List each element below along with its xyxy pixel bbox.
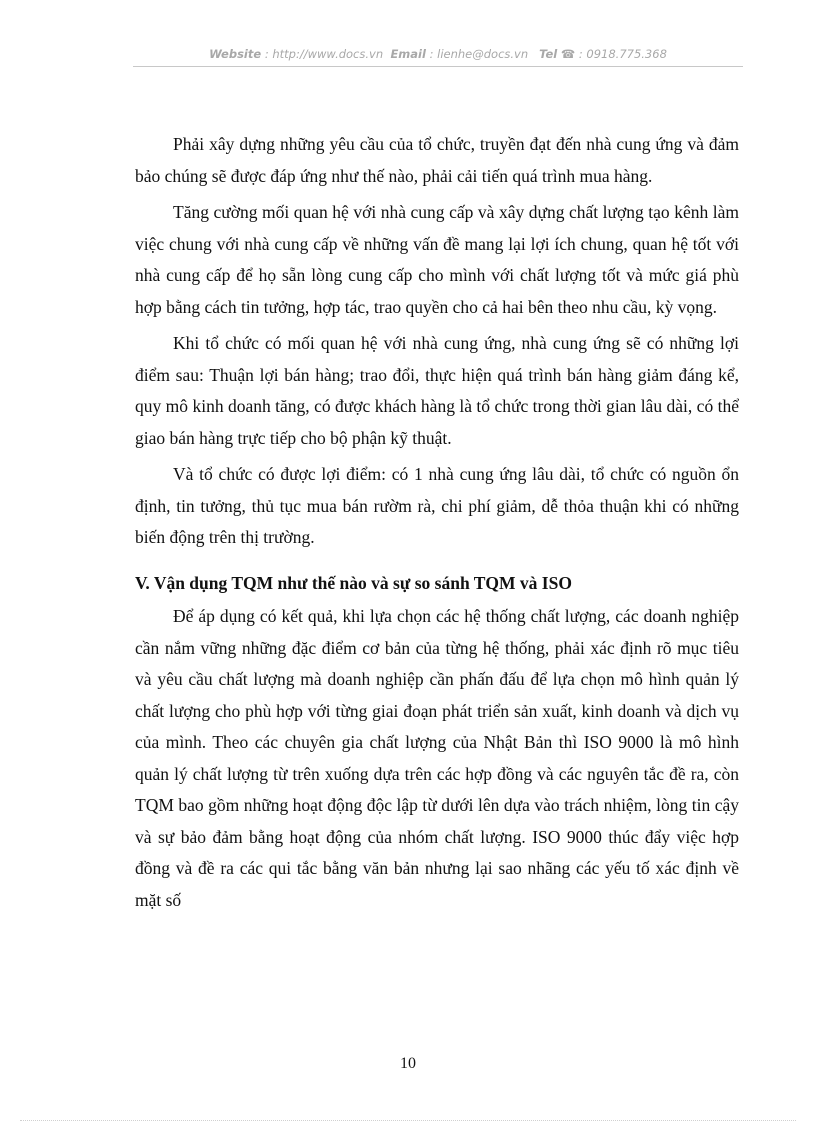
tel-label: Tel (539, 47, 558, 61)
paragraph: Khi tổ chức có mối quan hệ với nhà cung ứng, nhà cung ứng sẽ có những lợi điểm sau: Thuận lợi bán hàng; trao đổi, thực hiện quá trình bán hàng giảm đáng kể, quy mô kinh doanh tăng, có được khách hàng là tổ chức trong thời gian lâu dài, có thể giao bán hàng trực tiếp cho bộ phận kỹ thuật. (135, 333, 739, 448)
paragraph: Và tổ chức có được lợi điểm: có 1 nhà cung ứng lâu dài, tổ chức có nguồn ổn định, tin tưởng, thủ tục mua bán rườm rà, chi phí giảm, dễ thỏa thuận khi có những biến động trên thị trường. (135, 464, 739, 547)
paragraph: Để áp dụng có kết quả, khi lựa chọn các hệ thống chất lượng, các doanh nghiệp cần nắm vững những đặc điểm cơ bản của từng hệ thống, phải xác định rõ mục tiêu và yêu cầu chất lượng mà doanh nghiệp cần phấn đấu để lựa chọn mô hình quản lý chất lượng cho phù hợp với từng giai đoạn phát triển sản xuất, kinh doanh và dịch vụ của mình. Theo các chuyên gia chất lượng của Nhật Bản thì ISO 9000 là mô hình quản lý chất lượng từ trên xuống dựa trên các hợp đồng và các nguyên tắc đề ra, còn TQM bao gồm những hoạt động độc lập từ dưới lên dựa vào trách nhiệm, lòng tin cậy và sự bảo đảm bằng hoạt động của nhóm chất lượng. ISO 9000 thúc đẩy việc hợp đồng và đề ra các qui tắc bằng văn bản nhưng lại sao nhãng các yếu tố xác định về mặt số (135, 606, 739, 910)
tel-value: 0918.775.368 (586, 47, 667, 61)
section-heading: V. Vận dụng TQM như thế nào và sự so sánh TQM và ISO (135, 572, 572, 593)
email-label: Email (390, 47, 426, 61)
page-header: Website : http://www.docs.vn Email : lienhe@docs.vn Tel ☎ : 0918.775.368 (209, 47, 667, 61)
email-link[interactable]: lienhe@docs.vn (437, 47, 529, 61)
website-label: Website (209, 47, 262, 61)
header-divider (133, 66, 743, 67)
paragraph: Phải xây dựng những yêu cầu của tổ chức, truyền đạt đến nhà cung ứng và đảm bảo chúng sẽ được đáp ứng như thế nào, phải cải tiến quá trình mua hàng. (135, 134, 739, 186)
phone-icon: ☎ (560, 47, 576, 61)
bottom-divider (20, 1120, 796, 1121)
page-number: 10 (400, 1055, 416, 1072)
website-link[interactable]: http://www.docs.vn (272, 47, 384, 61)
paragraph: Tăng cường mối quan hệ với nhà cung cấp và xây dựng chất lượng tạo kênh làm việc chung với nhà cung cấp về những vấn đề mang lại lợi ích chung, quan hệ tốt với nhà cung cấp để họ sẵn lòng cung cấp cho mình với chất lượng tốt và mức giá phù hợp bằng cách tin tưởng, hợp tác, trao quyền cho cả hai bên theo nhu cầu, kỳ vọng. (135, 202, 739, 317)
document-body (135, 129, 739, 916)
